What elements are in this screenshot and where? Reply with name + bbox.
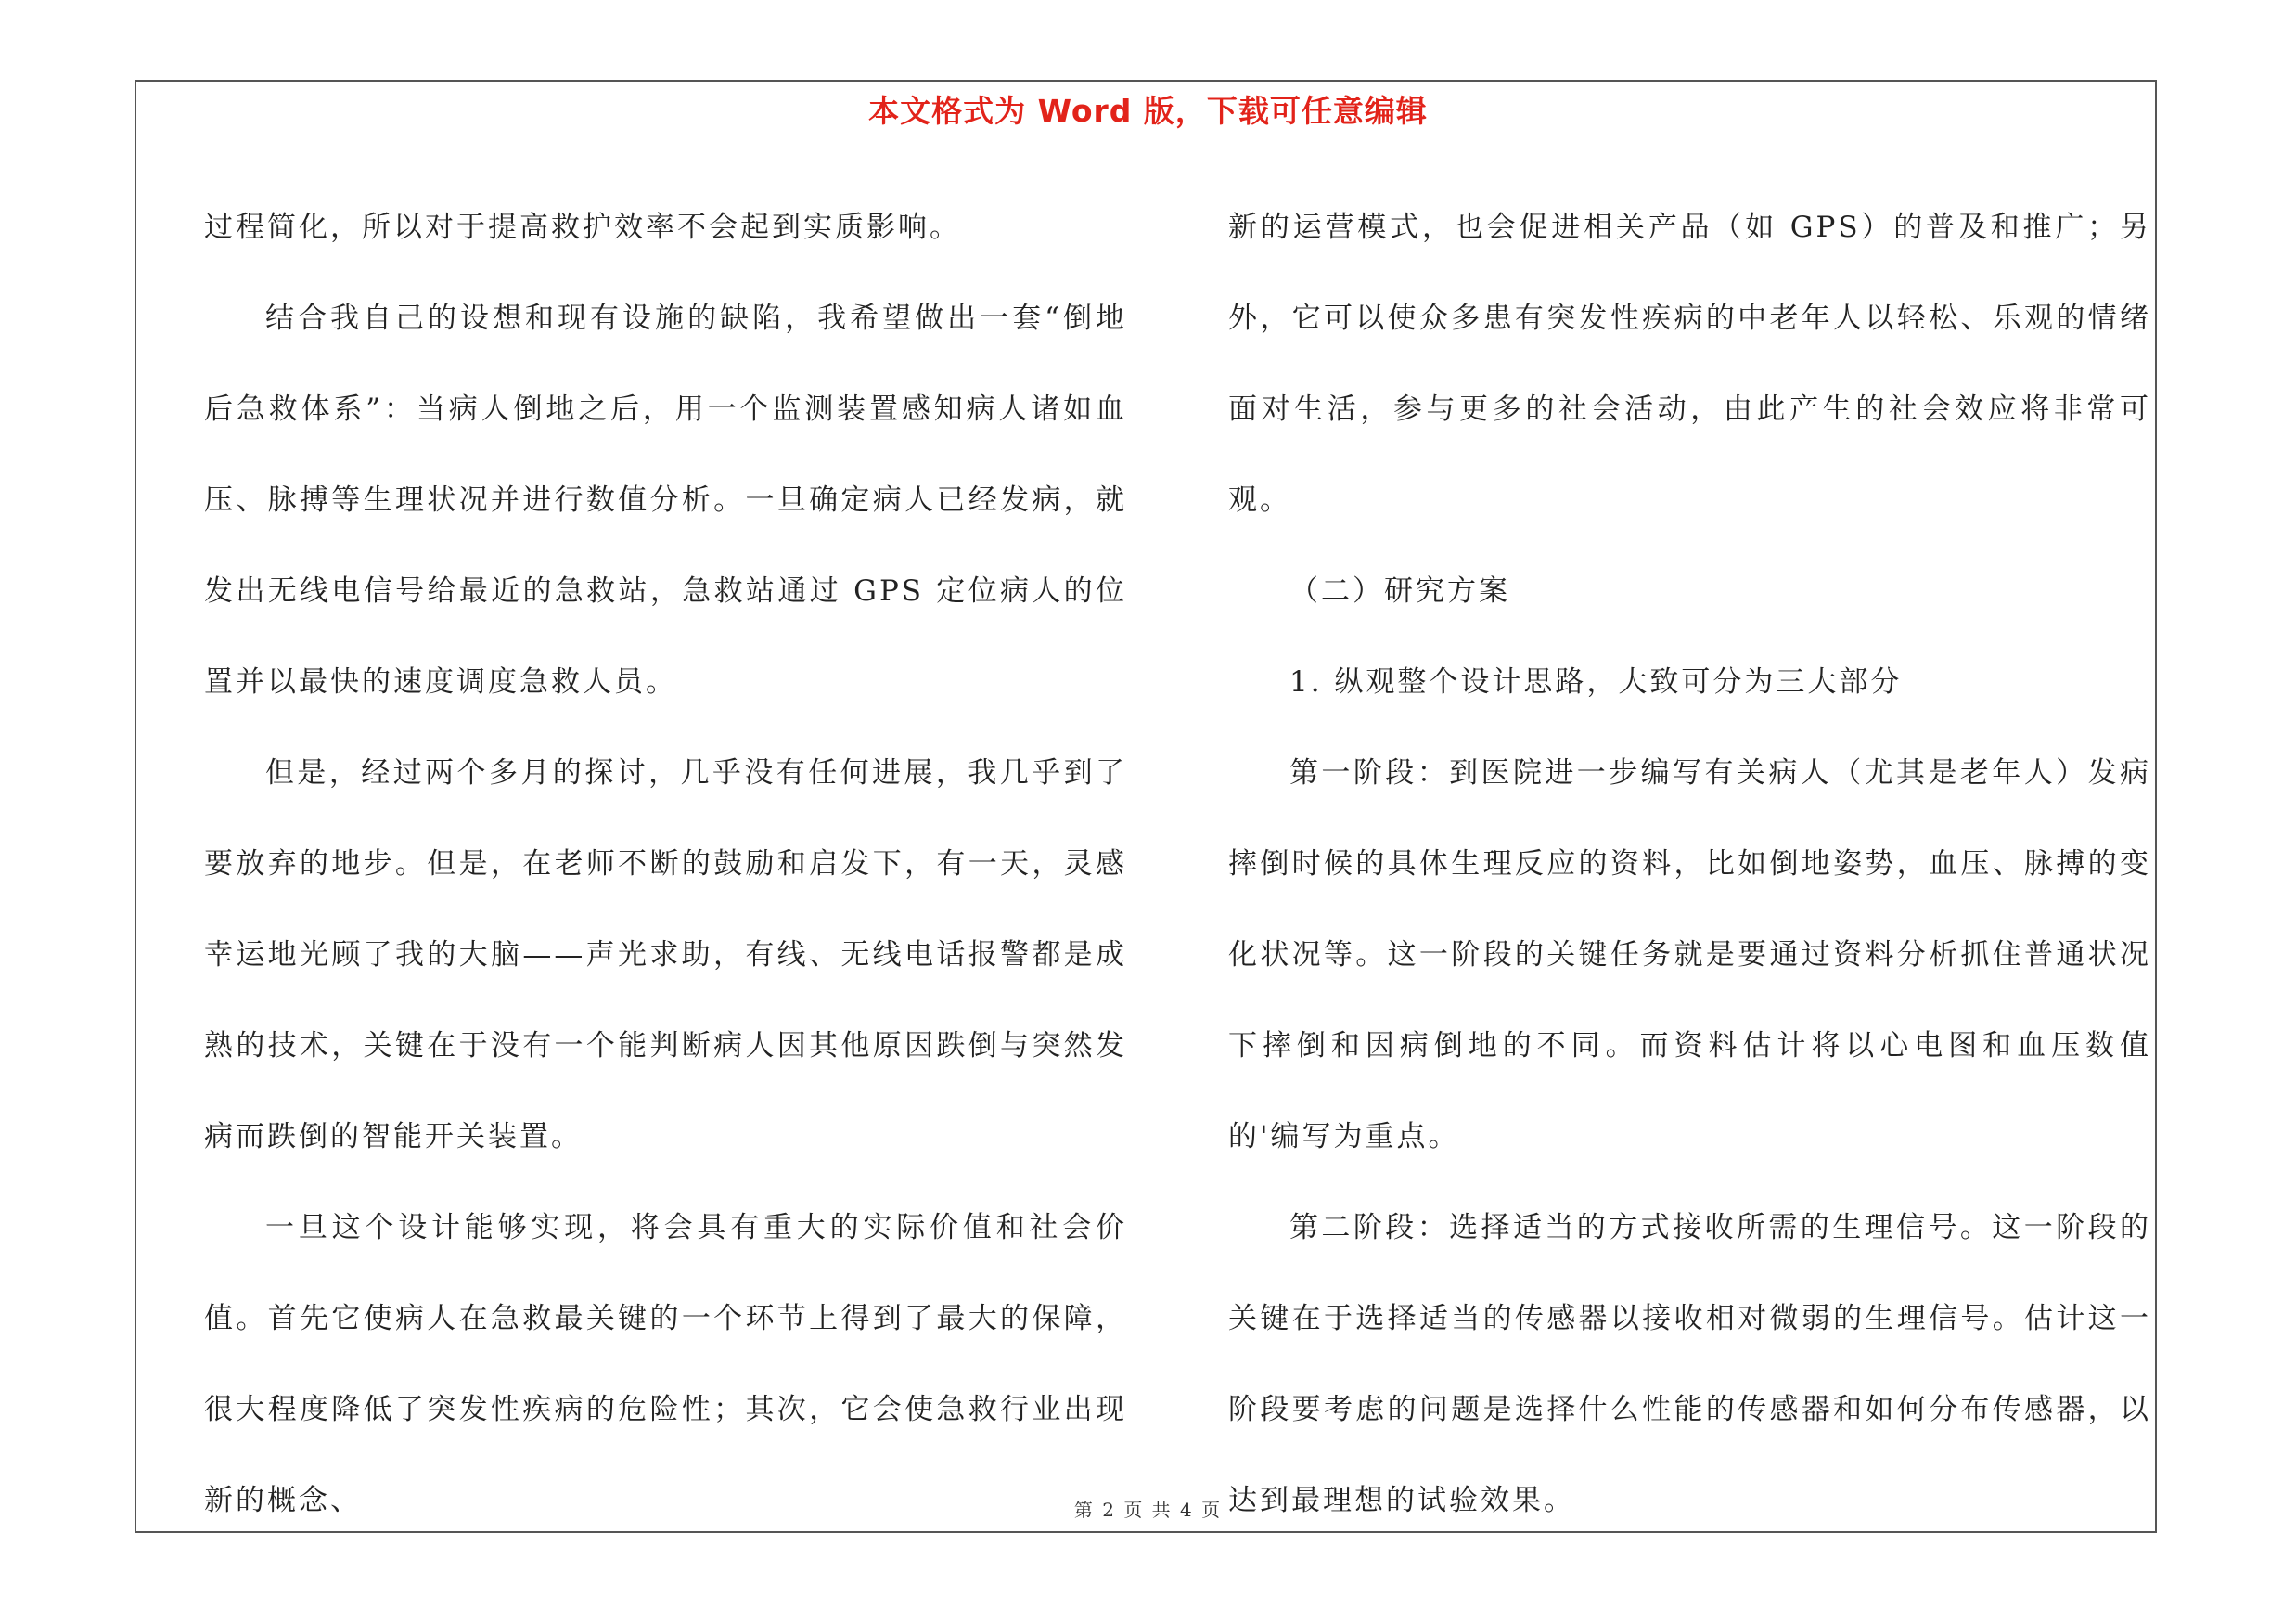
paragraph: 过程简化，所以对于提高救护效率不会起到实质影响。	[204, 211, 961, 244]
paragraph: 但是，经过两个多月的探讨，几乎没有任何进展，我几乎到了要放弃的地步。但是，在老师不断的鼓励和启发下，有一天，灵感幸运地光顾了我的大脑——声光求助，有线、无线电话报警都是成熟的技术，关键在于没有一个能判断病人因其他原因跌倒与突然发病而跌倒的智能开关装置。	[204, 756, 1127, 1153]
paragraph: 第一阶段：到医院进一步编写有关病人（尤其是老年人）发病摔倒时候的具体生理反应的资料，比如倒地姿势，血压、脉搏的变化状况等。这一阶段的关键任务就是要通过资料分析抓住普通状况下摔倒和因病倒地的不同。而资料估计将以心电图和血压数值的'编写为重点。	[1228, 756, 2151, 1153]
section-heading: （二）研究方案	[1289, 574, 1510, 608]
right-column	[1228, 182, 2151, 1546]
left-column	[204, 182, 1127, 1546]
paragraph: 新的运营模式，也会促进相关产品（如 GPS）的普及和推广；另外，它可以使众多患有突发性疾病的中老年人以轻松、乐观的情绪面对生活，参与更多的社会活动，由此产生的社会效应将非常可观。	[1228, 211, 2151, 517]
paragraph: 一旦这个设计能够实现，将会具有重大的实际价值和社会价值。首先它使病人在急救最关键的一个环节上得到了最大的保障，很大程度降低了突发性疾病的危险性；其次，它会使急救行业出现新的概念、	[204, 1211, 1127, 1517]
paragraph: 第二阶段：选择适当的方式接收所需的生理信号。这一阶段的关键在于选择适当的传感器以接收相对微弱的生理信号。估计这一阶段要考虑的问题是选择什么性能的传感器和如何分布传感器，以达到最理想的试验效果。	[1228, 1211, 2151, 1517]
list-heading: 1. 纵观整个设计思路，大致可分为三大部分	[1289, 665, 1903, 699]
word-format-banner: 本文格式为 Word 版，下载可任意编辑	[868, 93, 1428, 129]
paragraph: 结合我自己的设想和现有设施的缺陷，我希望做出一套“倒地后急救体系”：当病人倒地之后，用一个监测装置感知病人诸如血压、脉搏等生理状况并进行数值分析。一旦确定病人已经发病，就发出无线电信号给最近的急救站，急救站通过 GPS 定位病人的位置并以最快的速度调度急救人员。	[204, 302, 1127, 699]
page-number: 第 2 页 共 4 页	[1073, 1499, 1223, 1521]
